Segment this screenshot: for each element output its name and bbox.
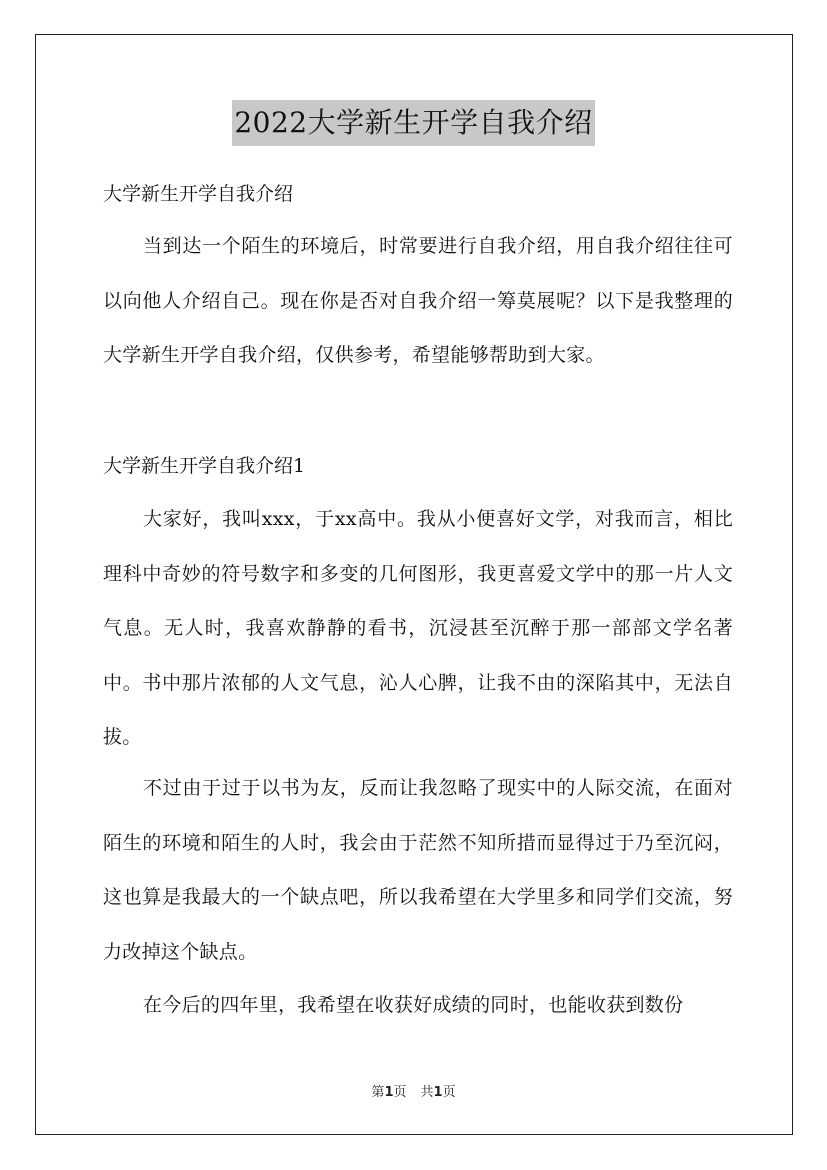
page-footer [0,1084,827,1102]
section-heading-intro: 大学新生开学自我介绍 [103,183,294,205]
footer-total-prefix: 共 [420,1085,434,1100]
footer-total-suffix: 页 [442,1085,456,1100]
section-heading-1: 大学新生开学自我介绍1 [103,455,306,477]
document-title: 2022大学新生开学自我介绍 [232,100,594,146]
footer-page-total: 1 [433,1085,443,1100]
paragraph-intro: 当到达一个陌生的环境后，时常要进行自我介绍，用自我介绍往往可以向他人介绍自己。现在你是否对自我介绍一筹莫展呢？以下是我整理的大学新生开学自我介绍，仅供参考，希望能够帮助到大家。 [103,235,733,366]
paragraph-3: 在今后的四年里，我希望在收获好成绩的同时，也能收获到数份 [143,994,684,1016]
paragraph-2: 不过由于过于以书为友，反而让我忽略了现实中的人际交流，在面对陌生的环境和陌生的人时，我会由于茫然不知所措而显得过于乃至沉闷，这也算是我最大的一个缺点吧，所以我希望在大学里多和同学们交流，努力改掉这个缺点。 [103,777,733,963]
footer-page-current: 1 [384,1085,394,1100]
footer-page-suffix: 页 [393,1085,407,1100]
document-title-container [0,100,827,146]
footer-page-prefix: 第 [371,1085,385,1100]
paragraph-1: 大家好，我叫xxx，于xx高中。我从小便喜好文学，对我而言，相比理科中奇妙的符号数字和多变的几何图形，我更喜爱文学中的那一片人文气息。无人时，我喜欢静静的看书，沉浸甚至沉醉于那一部部文学名著中。书中那片浓郁的人文气息，沁人心脾，让我不由的深陷其中，无法自拔。 [103,508,733,748]
